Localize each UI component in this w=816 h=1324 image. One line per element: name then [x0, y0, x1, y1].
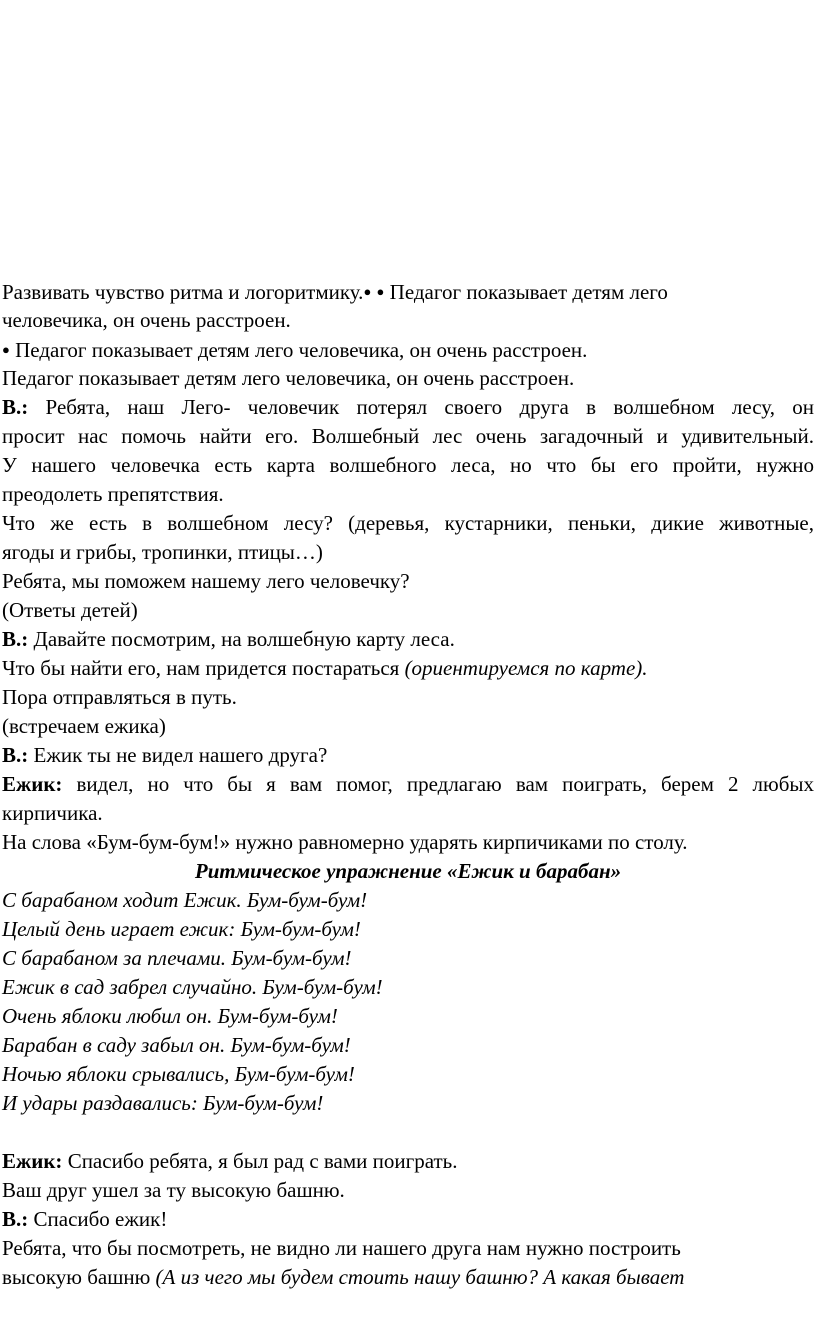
text-line [2, 451, 814, 480]
text-line [2, 277, 814, 306]
text-line [2, 1263, 814, 1292]
paragraph-text: просит нас помочь найти его. Волшебный лес очень загадочный и удивительный. [2, 424, 814, 448]
text-line [2, 712, 814, 741]
paragraph-text: На слова «Бум-бум-бум!» нужно равномерно ударять кирпичиками по столу. [2, 830, 688, 854]
paragraph-text: преодолеть препятствия. [2, 482, 224, 506]
exercise-title: Ритмическое упражнение «Ежик и барабан» [194, 859, 622, 883]
text-line [2, 1234, 814, 1263]
paragraph-text: Пора отправляться в путь. [2, 685, 237, 709]
text-line [2, 1147, 814, 1176]
bullet-icon: ● [2, 342, 10, 357]
text-line [2, 625, 814, 654]
paragraph-text: У нашего человечка есть карта волшебного леса, но что бы его пройти, нужно [2, 453, 814, 477]
stage-direction: (А из чего мы будем стоить нашу башню? А какая бывает [155, 1265, 685, 1289]
text-line [2, 567, 814, 596]
text-line [2, 422, 814, 451]
paragraph-text: Ребята, мы поможем нашему лего человечку? [2, 569, 410, 593]
paragraph-text: кирпичика. [2, 801, 103, 825]
paragraph-text: Педагог показывает детям лего [384, 280, 668, 304]
paragraph-text: Что же есть в волшебном лесу? (деревья, кустарники, пеньки, дикие животные, [2, 511, 814, 535]
text-line [2, 364, 814, 393]
paragraph-text: (встречаем ежика) [2, 714, 166, 738]
text-line [2, 654, 814, 683]
paragraph-text: Давайте посмотрим, на волшебную карту леса. [28, 627, 455, 651]
paragraph-text: Что бы найти его, нам придется постараться [2, 656, 405, 680]
poem-line: Целый день играет ежик: Бум-бум-бум! [2, 917, 361, 941]
paragraph-text: Педагог показывает детям лего человечика, он очень расстроен. [2, 366, 575, 390]
text-line [2, 538, 814, 567]
stage-direction: (ориентируемся по карте). [404, 656, 648, 680]
paragraph-text: Педагог показывает детям лего человечика, он очень расстроен. [9, 338, 588, 362]
text-line [2, 1176, 814, 1205]
paragraph-text: видел, но что бы я вам помог, предлагаю вам поиграть, берем 2 любых [62, 772, 814, 796]
poem-line: С барабаном ходит Ежик. Бум-бум-бум! [2, 888, 368, 912]
text-line [2, 683, 814, 712]
paragraph-text: Спасибо ребята, я был рад с вами поиграть. [62, 1149, 458, 1173]
paragraph-text: (Ответы детей) [2, 598, 138, 622]
paragraph-text: Ребята, наш Лего- человечик потерял своего друга в волшебном лесу, он [28, 395, 814, 419]
poem-line: Барабан в саду забыл он. Бум-бум-бум! [2, 1033, 351, 1057]
poem-line: С барабаном за плечами. Бум-бум-бум! [2, 946, 352, 970]
speaker-label: В.: [2, 395, 29, 419]
text-line [2, 393, 814, 422]
speaker-label: Ежик: [2, 1149, 63, 1173]
text-line [2, 509, 814, 538]
paragraph-text: Спасибо ежик! [28, 1207, 168, 1231]
poem-line: И удары раздавались: Бум-бум-бум! [2, 1091, 324, 1115]
text-line [2, 1205, 814, 1234]
poem-line: Очень яблоки любил он. Бум-бум-бум! [2, 1004, 338, 1028]
paragraph-text: ягоды и грибы, тропинки, птицы…) [2, 540, 323, 564]
speaker-label: В.: [2, 627, 29, 651]
speaker-label: В.: [2, 1207, 29, 1231]
text-line [2, 596, 814, 625]
text-line [2, 306, 814, 335]
text-line [2, 799, 814, 828]
speaker-label: В.: [2, 743, 29, 767]
paragraph-text: Ежик ты не видел нашего друга? [28, 743, 328, 767]
bullet-icon: ● [376, 284, 385, 299]
paragraph-text: Развивать чувство ритма и логоритмику. [2, 280, 364, 304]
text-line [2, 335, 814, 364]
speaker-label: Ежик: [2, 772, 63, 796]
text-line [2, 741, 814, 770]
bullet-icon: ● [363, 284, 372, 299]
text-line [2, 480, 814, 509]
paragraph-text: Ваш друг ушел за ту высокую башню. [2, 1178, 345, 1202]
paragraph-text: Ребята, что бы посмотреть, не видно ли нашего друга нам нужно построить [2, 1236, 681, 1260]
text-line [2, 770, 814, 799]
text-line [2, 828, 814, 857]
paragraph-text: высокую башню [2, 1265, 156, 1289]
poem-line: Ежик в сад забрел случайно. Бум-бум-бум! [2, 975, 383, 999]
poem-line: Ночью яблоки срывались, Бум-бум-бум! [2, 1062, 355, 1086]
paragraph-text: человечика, он очень расстроен. [2, 308, 291, 332]
